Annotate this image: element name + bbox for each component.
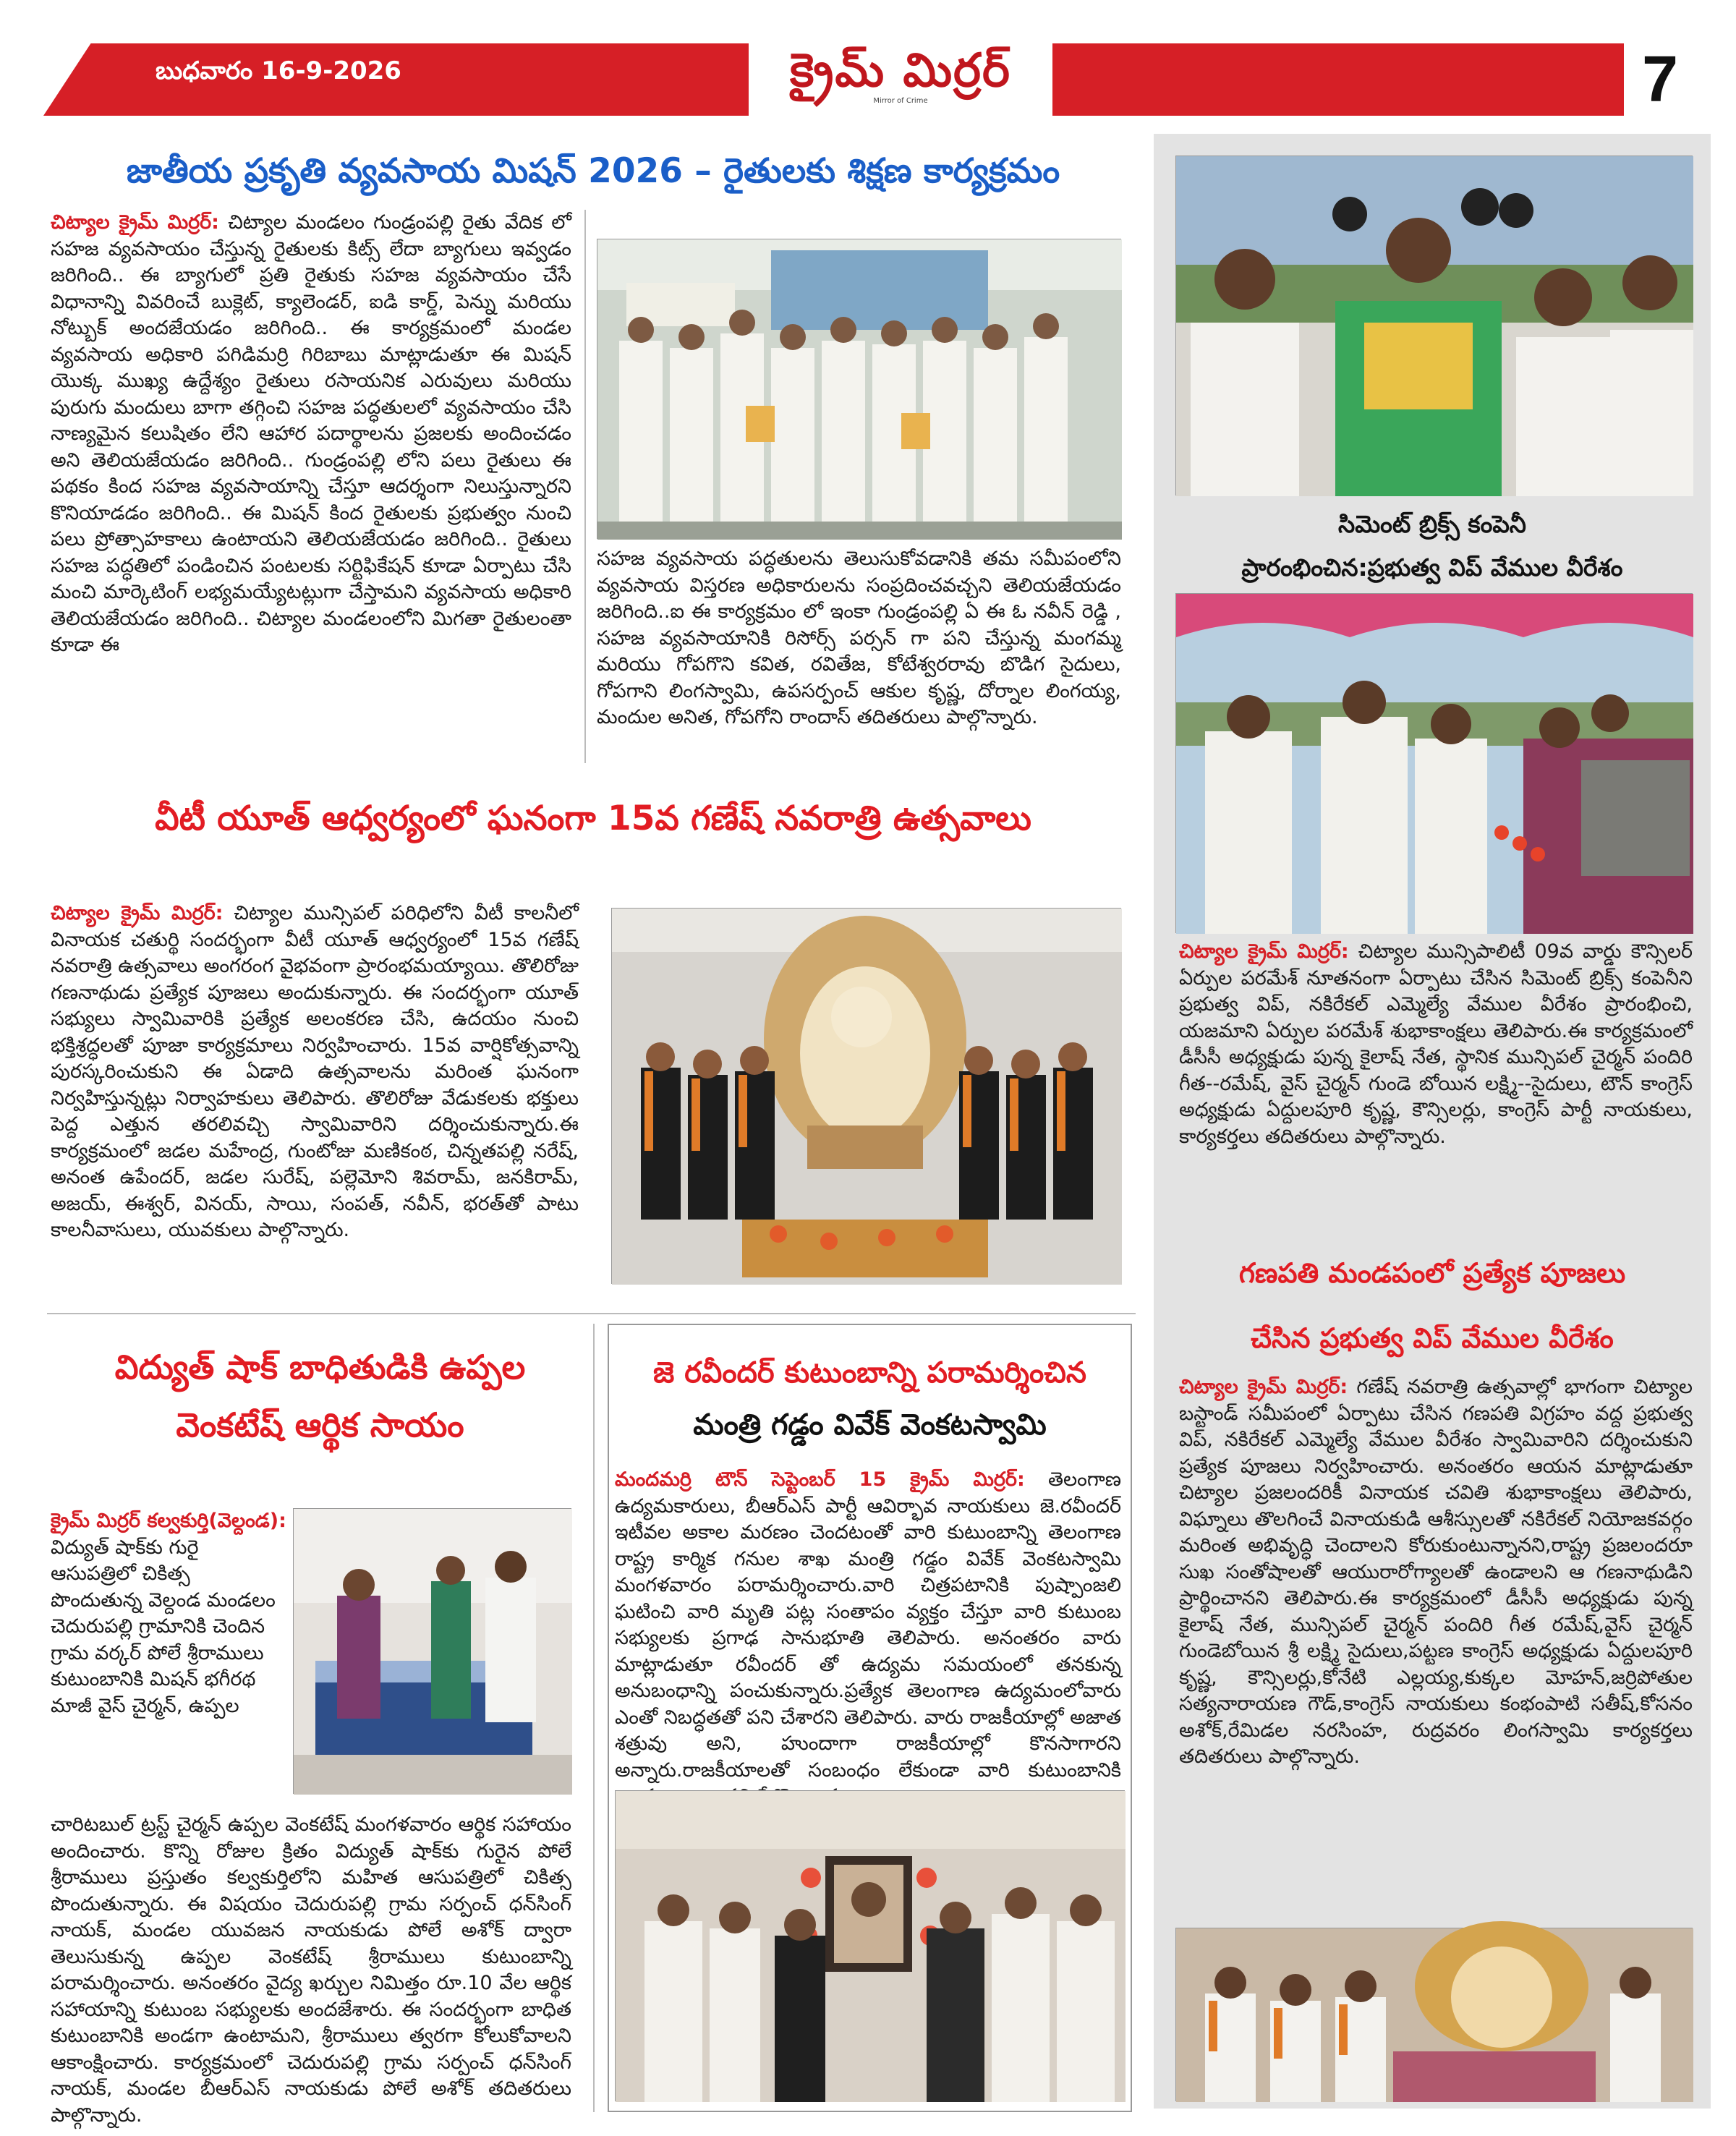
sidebar-photo-ganesh-mandapam xyxy=(1175,1928,1693,2101)
page-number: 7 xyxy=(1641,43,1679,116)
article3-headline-line2: వెంకటేష్ ఆర్థిక సాయం xyxy=(176,1405,464,1444)
article4-body xyxy=(615,1467,1121,1782)
article6-dateline: చిట్యాల క్రైమ్ మిర్రర్: xyxy=(1179,1376,1348,1398)
article1-text-col1: చిట్యాల మండలం గుండ్రంపల్లి రైతు వేదిక లో సహజ వ్యవసాయం చేస్తున్న రైతులకు కిట్స్ లేదా బ్యాగులు ఇవ్వడం జరిగింది.. ఈ బ్యాగులో ప్రతి రైతుకు సహజ వ్యవసాయం చేసే విధానాన్ని వివరించే బుక్లెట్, క్యాలెండర్, ఐడి కార్డ్, పెన్ను మరియు నోట్బుక్ అందజేయడం జరిగింది.. ఈ కార్యక్రమంలో మండల వ్యవసాయ అధికారి పగిడిమర్రి గిరిబాబు మాట్లాడుతూ ఈ మిషన్ యొక్క ముఖ్య ఉద్దేశ్యం రైతులు రసాయనిక ఎరువులు మరియు పురుగు మందులు బాగా తగ్గించి సహజ పద్ధతులలో వ్యవసాయం చేసి నాణ్యమైన కలుషితం లేని ఆహార పదార్థాలను ప్రజలకు అందించడం అని తెలియజేయడం జరిగింది.. గుండ్రంపల్లి లోని పలు రైతులు ఈ పథకం కింద సహజ వ్యవసాయాన్ని చేస్తూ ఆదర్శంగా నిలుస్తున్నారని కొనియాడడం జరిగింది.. ఈ మిషన్ కింద రైతులకు ప్రభుత్వం నుంచి పలు ప్రోత్సాహకాలు ఉంటాయని తెలియజేయడం జరిగింది.. రైతులు సహజ పద్ధతిలో పండించిన పంటలకు సర్టిఫికేషన్ కూడా ఏర్పాటు చేసి మంచి మార్కెటింగ్ లభ్యమయ్యేటట్లుగా చేస్తామని వ్యవసాయ అధికారి తెలియజేయడం జరిగింది.. చిట్యాల మండలంలోని మిగతా రైతులంతా కూడా ఈ xyxy=(51,211,571,656)
article2-photo-ganesh-idol xyxy=(611,908,1121,1284)
logo-text: క్రైమ్‌ మిర్రర్ xyxy=(790,43,1011,98)
article6-headline-line1: గణపతి మండపంలో ప్రత్యేక పూజలు xyxy=(1238,1257,1626,1289)
article2-dateline: చిట్యాల క్రైమ్ మిర్రర్: xyxy=(51,902,224,924)
newspaper-logo xyxy=(749,35,1052,118)
article3-headline-line1: విద్యుత్ షాక్ బాధితుడికి ఉప్పల xyxy=(114,1348,526,1387)
article1-dateline: చిట్యాల క్రైమ్ మిర్రర్: xyxy=(51,211,219,234)
article5-text: చిట్యాల మున్సిపాలిటీ 09వ వార్డు కౌన్సిలర్ ఏర్పుల పరమేశ్ నూతనంగా ఏర్పాటు చేసిన సిమెంట్ బ్రిక్స్ కంపెనీని ప్రభుత్వ విప్, నకిరేకల్ ఎమ్మెల్యే వేముల వీరేశం ప్రారంభించి, యజమాని ఏర్పుల పరమేశ్ శుభాకాంక్షలు తెలిపారు.ఈ కార్యక్రమంలో డీసీసీ అధ్యక్షుడు పున్న కైలాష్ నేత, స్థానిక మున్సిపల్ చైర్మన్ పందిరి గీత--రమేష్, వైస్ చైర్మన్ గుండె బోయిన లక్ష్మి--సైదులు, టౌన్ కాంగ్రెస్ అధ్యక్షుడు ఏద్దులపూరి కృష్ణ, కౌన్సిలర్లు, కాంగ్రెస్ పార్టీ నాయకులు, కార్యకర్తలు తదితరులు పాల్గొన్నారు. xyxy=(1179,940,1693,1148)
sidebar-photo-felicitation xyxy=(1175,156,1693,495)
logo-tagline: Mirror of Crime xyxy=(873,97,928,105)
article4-photo-tribute xyxy=(615,1790,1125,2101)
article1-body-col1 xyxy=(51,210,571,763)
sidebar-caption-brick-company xyxy=(1161,503,1703,590)
column-divider xyxy=(584,210,586,763)
article3-text-top: విద్యుత్ షాక్‌కు గురై ఆసుపత్రిలో చికిత్స పొందుతున్న వెల్దండ మండలం చెదురుపల్లి గ్రామానికి చెందిన గ్రామ వర్కర్ పోలే శ్రీరాములు కుటుంబానికి మిషన్ భగీరథ మాజీ వైస్ చైర్మన్, ఉప్పల xyxy=(51,1536,276,1717)
article3-photo-hospital xyxy=(293,1508,571,1794)
article1-headline: జాతీయ ప్రకృతి వ్యవసాయ మిషన్ 2026 – రైతులకు శిక్షణ కార్యక్రమం xyxy=(126,151,1060,191)
caption1-line2: ప్రారంభించిన:ప్రభుత్వ విప్ వేముల వీరేశం xyxy=(1241,553,1623,582)
sidebar-article6-body xyxy=(1179,1374,1693,1902)
article3-text-rest: చారిటబుల్ ట్రస్ట్ చైర్మన్ ఉప్పల వెంకటేష్ మంగళవారం ఆర్థిక సహాయం అందించారు. కొన్ని రోజుల క్రితం విద్యుత్ షాక్‌కు గురైన పోలే శ్రీరాములు ప్రస్తుతం కల్వకుర్తిలోని మహిత ఆసుపత్రిలో చికిత్స పొందుతున్నారు. ఈ విషయం చెదురుపల్లి గ్రామ సర్పంచ్ ధన్‌సింగ్ నాయక్, మండల యువజన నాయకుడు పోలే అశోక్ ద్వారా తెలుసుకున్న ఉప్పల వెంకటేష్ శ్రీరాములు కుటుంబాన్ని పరామర్శించారు. అనంతరం వైద్య ఖర్చుల నిమిత్తం రూ.10 వేల ఆర్థిక సహాయాన్ని కుటుంబ సభ్యులకు అందజేశారు. ఈ సందర్భంగా బాధిత కుటుంబానికి అండగా ఉంటామని, శ్రీరాములు త్వరగా కోలుకోవాలని ఆకాంక్షించారు. కార్యక్రమంలో చెదురుపల్లి గ్రామ సర్పంచ్ ధన్‌సింగ్ నాయక్, మండల బీఆర్ఎస్ నాయకుడు పోలే అశోక్ తదితరులు పాల్గొన్నారు. xyxy=(51,1813,571,2127)
article3-headline xyxy=(47,1338,593,1454)
column-divider-lower xyxy=(593,1324,595,2112)
article4-dateline: మందమర్రి టౌన్ సెప్టెంబర్ 15 క్రైమ్ మిర్రర్: xyxy=(615,1468,1025,1491)
article3-dateline: క్రైమ్ మిర్రర్ కల్వకుర్తి(వెల్దండ): xyxy=(51,1510,286,1532)
article1-body-col2 xyxy=(597,546,1121,763)
sidebar-article5-body xyxy=(1179,939,1693,1178)
section-divider xyxy=(47,1313,1136,1314)
article5-dateline: చిట్యాల క్రైమ్ మిర్రర్: xyxy=(1179,940,1349,963)
article6-headline-line2: చేసిన ప్రభుత్వ విప్ వేముల వీరేశం xyxy=(1251,1322,1614,1354)
caption1-line1: సిమెంట్ బ్రిక్స్ కంపెనీ xyxy=(1338,510,1526,538)
article4-headline-line2: మంత్రి గడ్డం వివేక్ వెంకటస్వామి xyxy=(693,1408,1047,1442)
issue-date: బుధవారం 16-9-2026 xyxy=(156,56,401,85)
article2-text: చిట్యాల మున్సిపల్ పరిధిలోని వీటీ కాలనీలో వినాయక చతుర్థి సందర్భంగా వీటీ యూత్ ఆధ్వర్యంలో 15వ గణేష్ నవరాత్రి ఉత్సవాలు అంగరంగ వైభవంగా ప్రారంభమయ్యాయి. తొలిరోజు గణనాథుడు ప్రత్యేక పూజలు అందుకున్నారు. ఈ సందర్భంగా యూత్ సభ్యులు స్వామివారికి ప్రత్యేక అలంకరణ చేసి, ఉదయం నుంచి భక్తిశ్రద్ధలతో పూజా కార్యక్రమాలు నిర్వహించారు. 15వ వార్షికోత్సవాన్ని పురస్కరించుకుని ఈ ఏడాది ఉత్సవాలను మరింత ఘనంగా నిర్వహిస్తున్నట్లు నిర్వాహకులు తెలిపారు. తొలిరోజు వేడుకలకు భక్తులు పెద్ద ఎత్తున తరలివచ్చి స్వామివారిని దర్శించుకున్నారు.ఈ కార్యక్రమంలో జడల మహేంద్ర, గుంటోజు మణికంఠ, చిన్నతపల్లి నరేష్, అనంత ఉపేందర్, జడల సురేష్, పల్లెమోని శివరామ్, జనకిరామ్, అజయ్, ఈశ్వర్, వినయ్, సాయి, సంపత్, నవీన్, భరత్‌తో పాటు కాలనీవాసులు, యువకులు పాల్గొన్నారు. xyxy=(51,902,579,1241)
article4-text: తెలంగాణ ఉద్యమకారులు, బీఆర్ఎస్ పార్టీ ఆవిర్భావ నాయకులు జె.రవీందర్ ఇటీవల అకాల మరణం చెందటంతో వారి కుటుంబాన్ని తెలంగాణ రాష్ట్ర కార్మిక గనుల శాఖ మంత్రి గడ్డం వివేక్ వెంకటస్వామి మంగళవారం పరామర్శించారు.వారి చిత్రపటానికి పుష్పాంజలి ఘటించి వారి మృతి పట్ల సంతాపం వ్యక్తం చేస్తూ వారి కుటుంబ సభ్యులకు ప్రగాఢ సానుభూతి తెలిపారు. అనంతరం వారు మాట్లాడుతూ రవీందర్ తో ఉద్యమ సమయంలో తనకున్న అనుబంధాన్ని పంచుకున్నారు.ప్రత్యేక తెలంగాణ ఉద్యమంలోవారు ఎంతో నిబద్ధతతో పని చేశారని తెలిపారు. వారు రాజకీయాల్లో అజాత శత్రువు అని, హుందాగా రాజకీయాల్లో కొనసాగారని అన్నారు.రాజకీయాలతో సంబంధం లేకుండా వారి కుటుంబానికి xyxy=(615,1468,1122,1782)
sidebar-photo-inauguration xyxy=(1175,593,1693,933)
article3-body-top xyxy=(51,1508,286,1812)
article2-body xyxy=(51,901,579,1295)
sidebar-article6-headline xyxy=(1161,1241,1703,1371)
article2-headline: వీటీ యూత్ ఆధ్వర్యంలో ఘనంగా 15వ గణేష్ నవరాత్రి ఉత్సవాలు xyxy=(155,799,1031,838)
article3-body-rest xyxy=(51,1812,571,2127)
article4-headline xyxy=(611,1347,1128,1451)
article6-text: గణేష్ నవరాత్రి ఉత్సవాల్లో భాగంగా చిట్యాల బస్టాండ్ సమీపంలో ఏర్పాటు చేసిన గణపతి విగ్రహం వద్ద ప్రభుత్వ విప్, నకిరేకల్ ఎమ్మెల్యే వేముల వీరేశం స్వామివారిని దర్శించుకుని ప్రత్యేక పూజలు నిర్వహించారు. అనంతరం ఆయన మాట్లాడుతూ చిట్యాల ప్రజలందరికీ వినాయక చవితి శుభాకాంక్షలు తెలిపారు, విఘ్నాలు తొలగించే వినాయకుడి ఆశీస్సులతో నకిరేకల్ నియోజకవర్గం మరింత అభివృద్ధి చెందాలని కోరుకుంటున్నానని,రాష్ట్ర ప్రజలందరూ సుఖ సంతోషాలతో ఆయురారోగ్యాలతో ఉండాలని ఆ గణనాథుడిని ప్రార్థించానని తెలిపారు.ఈ కార్యక్రమంలో డీసీసీ అధ్యక్షుడు పున్న కైలాష్ నేత, మున్సిపల్ చైర్మన్ పందిరి గీత రమేష్,వైస్ చైర్మన్ గుండెబోయిన శ్రీ లక్ష్మి సైదులు,పట్టణ కాంగ్రెస్ అధ్యక్షుడు ఏద్దులపూరి కృష్ణ, కౌన్సిలర్లు,కోనేటి ఎల్లయ్య,కుక్కల మోహన్,జర్రిపోతుల సత్యనారాయణ గౌడ్,కాంగ్రెస్ నాయకులు కంభంపాటి సతీష్,కోసనం అశోక్,రేమిడల నరసింహ, రుద్రవరం లింగస్వామి కార్యకర్తలు తదితరులు పాల్గొన్నారు. xyxy=(1179,1376,1693,1768)
article1-text-col2: సహజ వ్యవసాయ పద్ధతులను తెలుసుకోవడానికి తమ సమీపంలోని వ్యవసాయ విస్తరణ అధికారులను సంప్రదించవచ్చని తెలియజేయడం జరిగింది..ఐ ఈ కార్యక్రమం లో ఇంకా గుండ్రంపల్లి ఏ ఈ ఓ నవీన్ రెడ్డి , సహజ వ్యవసాయానికి రిసోర్స్ పర్సన్ గా పని చేస్తున్న మంగమ్మ మరియు గోపగొని కవిత, రవితేజ, కోటేశ్వరరావు బొడిగ సైదులు, గోపగాని లింగస్వామి, ఉపసర్పంచ్ ఆకుల కృష్ణ, దోర్నాల లింగయ్య, మందుల అనిత, గోపగోని రాందాస్ తదితరులు పాల్గొన్నారు. xyxy=(597,548,1121,728)
article4-headline-line1: జె రవీందర్ కుటుంబాన్ని పరామర్శించిన xyxy=(653,1356,1086,1390)
article1-photo-farmers-kits xyxy=(597,239,1121,539)
